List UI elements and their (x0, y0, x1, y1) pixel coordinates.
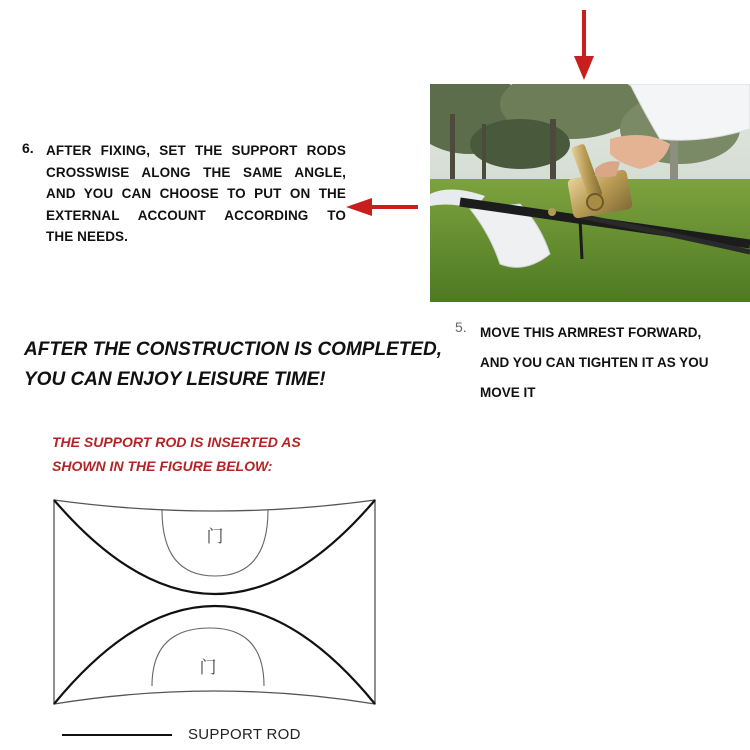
step-5-line: AND YOU CAN TIGHTEN IT AS YOU (480, 355, 709, 370)
support-rod-curve (54, 500, 375, 594)
headline-line: AFTER THE CONSTRUCTION IS COMPLETED, (24, 339, 442, 360)
door-label-bottom: 门 (199, 658, 217, 678)
support-rod-diagram (40, 488, 390, 716)
support-rod-caption (52, 430, 372, 478)
ratchet-strap-photo (430, 84, 750, 302)
step-6-line: THE NEEDS. (46, 229, 129, 244)
step-6-number: 6. (22, 140, 34, 156)
step-6-instruction (46, 140, 346, 248)
step-6-line: EXTERNAL ACCOUNT ACCORDING TO (46, 207, 346, 223)
step-5-line: MOVE THIS ARMREST FORWARD, (480, 325, 702, 340)
support-rod-curve (54, 606, 375, 704)
caption-line: SHOWN IN THE FIGURE BELOW: (52, 458, 273, 474)
caption-line: THE SUPPORT ROD IS INSERTED AS (52, 434, 301, 450)
step-5-instruction (480, 318, 740, 408)
legend-rod-line (62, 734, 172, 736)
left-arrow-icon (346, 196, 418, 218)
door-label-top: 门 (206, 527, 224, 547)
step-6-line: AFTER FIXING, SET THE SUPPORT RODS (46, 143, 346, 158)
headline-line: YOU CAN ENJOY LEISURE TIME! (24, 369, 326, 390)
step-6-line: CROSSWISE ALONG THE SAME ANGLE, (46, 164, 346, 180)
step-6-line: AND YOU CAN CHOOSE TO PUT ON THE (46, 186, 346, 201)
step-5-number: 5. (455, 319, 467, 335)
legend-label: SUPPORT ROD (188, 726, 301, 743)
completion-headline (24, 335, 464, 395)
step-5-line: MOVE IT (480, 385, 536, 400)
down-arrow-icon (572, 10, 596, 80)
